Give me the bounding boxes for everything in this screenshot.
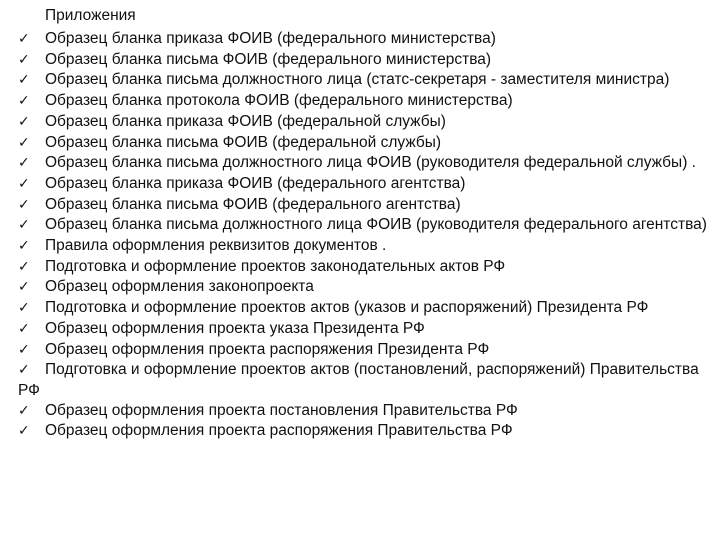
checkmark-icon: ✓ bbox=[18, 402, 30, 419]
list-item bbox=[18, 298, 708, 319]
list-item-text: Образец бланка письма должностного лица ФОИВ (руководителя федерального агентства) bbox=[45, 216, 707, 234]
checkmark-icon: ✓ bbox=[18, 175, 30, 192]
checkmark-icon: ✓ bbox=[18, 93, 30, 110]
checkmark-icon: ✓ bbox=[18, 134, 30, 151]
list-item-text: Образец бланка письма должностного лица (статс-секретаря - заместителя министра) bbox=[45, 71, 670, 89]
checkmark-icon: ✓ bbox=[18, 31, 30, 47]
checkmark-icon: ✓ bbox=[18, 300, 30, 317]
list-item bbox=[18, 29, 708, 50]
list-item bbox=[18, 257, 708, 278]
checkmark-icon: ✓ bbox=[18, 72, 30, 89]
list-item-text: Подготовка и оформление проектов законодательных актов РФ bbox=[45, 257, 506, 275]
list-item bbox=[18, 91, 708, 112]
list-item-text: Правила оформления реквизитов документов . bbox=[45, 237, 387, 255]
checkmark-icon: ✓ bbox=[18, 341, 30, 358]
list-item bbox=[18, 340, 708, 361]
list-item-text: Образец оформления проекта распоряжения Президента РФ bbox=[45, 340, 490, 358]
list-item bbox=[18, 215, 708, 236]
checkmark-icon: ✓ bbox=[18, 238, 30, 255]
appendix-list bbox=[18, 29, 708, 442]
list-item-text: Образец бланка приказа ФОИВ (федерального министерства) bbox=[45, 30, 496, 47]
list-item-text: Подготовка и оформление проектов актов (указов и распоряжений) Президента РФ bbox=[45, 299, 649, 317]
list-item bbox=[18, 277, 708, 298]
checkmark-icon: ✓ bbox=[18, 155, 30, 172]
list-item-text: Образец бланка протокола ФОИВ (федерального министерства) bbox=[45, 92, 513, 110]
checkmark-icon: ✓ bbox=[18, 196, 30, 213]
page-heading: Приложения bbox=[45, 7, 136, 24]
list-item bbox=[18, 195, 708, 216]
list-item bbox=[18, 360, 708, 400]
list-item-text: Образец бланка письма должностного лица ФОИВ (руководителя федеральной службы) . bbox=[45, 154, 696, 172]
list-item-text: Образец бланка письма ФОИВ (федеральной службы) bbox=[45, 133, 442, 151]
list-item bbox=[18, 133, 708, 154]
list-item-text: Образец оформления проекта распоряжения Правительства РФ bbox=[45, 422, 513, 440]
checkmark-icon: ✓ bbox=[18, 217, 30, 234]
list-item-text: Образец бланка приказа ФОИВ (федерального агентства) bbox=[45, 174, 466, 192]
list-item bbox=[18, 236, 708, 257]
list-item-text: Образец оформления проекта постановления Правительства РФ bbox=[45, 401, 518, 419]
list-item-text: Образец бланка письма ФОИВ (федерального министерства) bbox=[45, 50, 492, 68]
list-item bbox=[18, 401, 708, 422]
checkmark-icon: ✓ bbox=[18, 423, 30, 440]
list-item-text: Образец оформления законопроекта bbox=[45, 278, 314, 296]
list-item bbox=[18, 174, 708, 195]
checkmark-icon: ✓ bbox=[18, 320, 30, 337]
list-item bbox=[18, 153, 708, 174]
list-item bbox=[18, 112, 708, 133]
list-item bbox=[18, 421, 708, 442]
checkmark-icon: ✓ bbox=[18, 258, 30, 275]
checkmark-icon: ✓ bbox=[18, 279, 30, 296]
list-item-text: Образец бланка письма ФОИВ (федерального агентства) bbox=[45, 195, 461, 213]
list-item bbox=[18, 70, 708, 91]
list-item-text: Подготовка и оформление проектов актов (постановлений, распоряжений) Правительства РФ bbox=[18, 361, 699, 399]
checkmark-icon: ✓ bbox=[18, 51, 30, 68]
list-item bbox=[18, 50, 708, 71]
checkmark-icon: ✓ bbox=[18, 362, 30, 379]
list-item bbox=[18, 319, 708, 340]
list-item-text: Образец бланка приказа ФОИВ (федеральной службы) bbox=[45, 112, 446, 130]
checkmark-icon: ✓ bbox=[18, 113, 30, 130]
list-item-text: Образец оформления проекта указа Президента РФ bbox=[45, 319, 425, 337]
